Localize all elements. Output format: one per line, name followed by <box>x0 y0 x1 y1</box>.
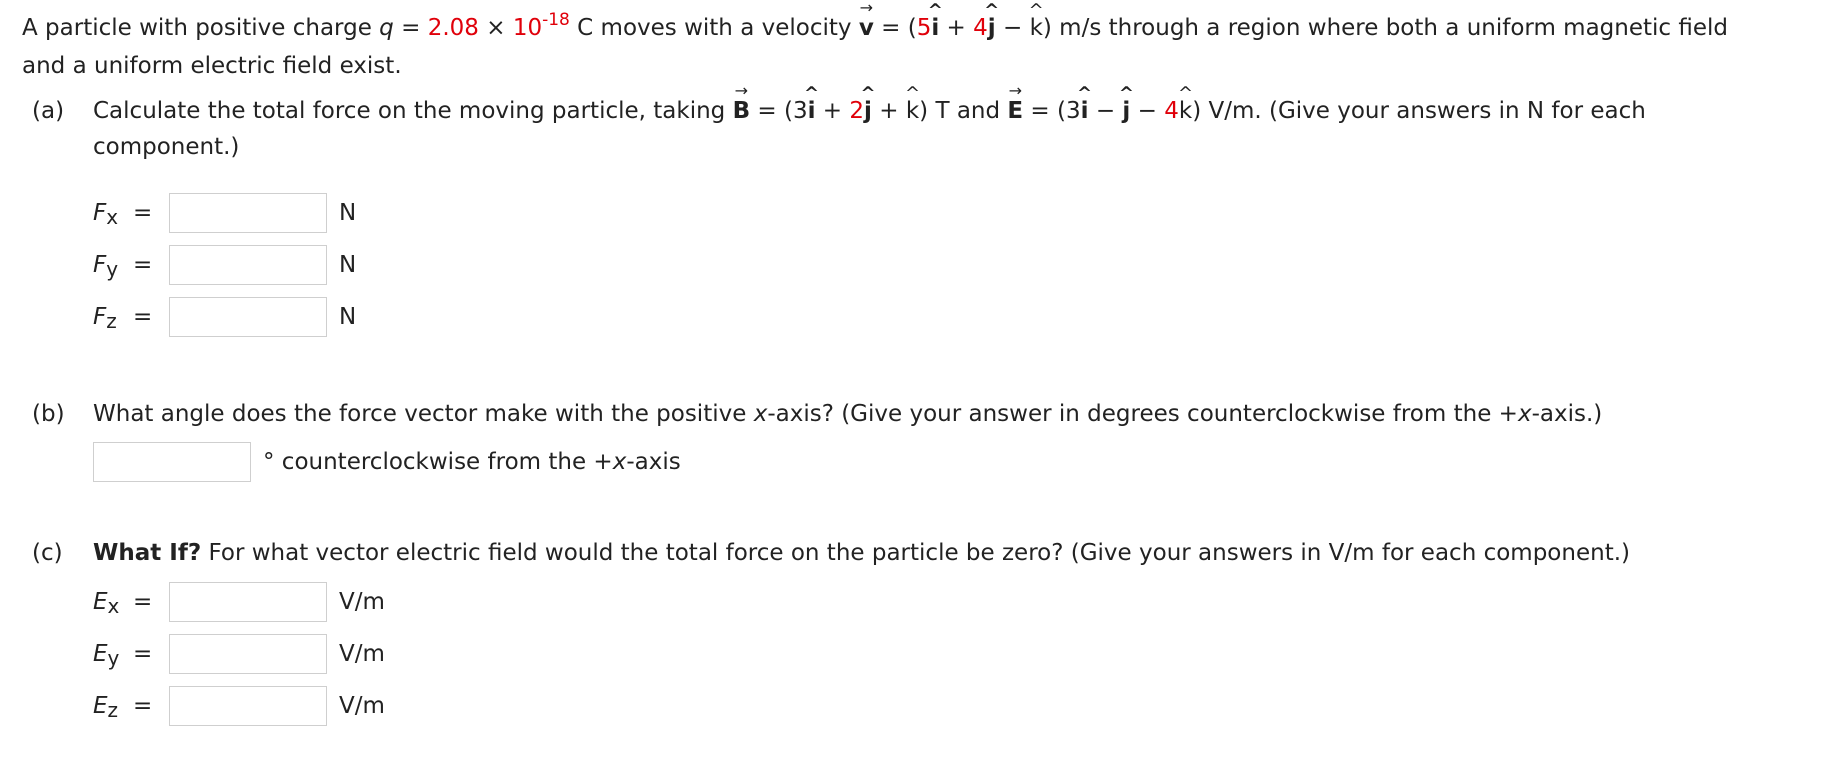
times-sign: × <box>478 15 513 41</box>
variable-label <box>93 252 133 281</box>
i-hat-unit <box>927 0 943 46</box>
unit-text: -axis <box>626 449 681 475</box>
vector-letter: v <box>858 15 874 41</box>
charge-symbol: q <box>379 15 394 41</box>
j-hat-unit <box>1118 83 1134 129</box>
hat-icon: ^ <box>860 83 876 104</box>
fy-input[interactable] <box>169 245 327 285</box>
answer-row-ey <box>93 632 385 676</box>
problem-statement <box>22 0 1822 84</box>
unit-letter: j <box>864 98 872 124</box>
question-text: − <box>1088 98 1123 124</box>
question-text: + <box>815 98 850 124</box>
hat-icon: ^ <box>904 83 921 104</box>
answer-row-fx <box>93 191 356 235</box>
equals-sign: = <box>133 589 153 615</box>
unit-letter: i <box>807 98 816 124</box>
fx-input[interactable] <box>169 193 327 233</box>
question-text: ) T and <box>919 98 1008 124</box>
intro-text: A particle with positive charge <box>22 15 380 41</box>
unit-letter: i <box>1080 98 1089 124</box>
intro-text: − <box>995 15 1030 41</box>
hat-icon: ^ <box>1177 83 1194 104</box>
part-c-question <box>93 535 1813 571</box>
what-if-heading: What If? <box>93 540 202 566</box>
answer-row-fz <box>93 295 356 339</box>
question-text: -axis? (Give your answer in degrees counterclockwise from the + <box>767 401 1518 427</box>
variable-subscript: z <box>106 309 117 333</box>
variable-letter: F <box>93 200 107 226</box>
i-hat-unit <box>804 83 820 129</box>
variable-letter: F <box>93 304 107 330</box>
answer-row-ez <box>93 684 385 728</box>
j-hat-unit <box>984 0 1000 46</box>
intro-text: ) m/s through a region where both a uniform magnetic field <box>1042 15 1728 41</box>
equals-sign: = <box>393 15 428 41</box>
question-text: For what vector electric field would the total force on the particle be zero? (Give your answers in V/m for each component.) <box>201 540 1630 566</box>
b-field-y-value: 2 <box>849 98 865 124</box>
unit-label: V/m <box>339 589 385 615</box>
magnetic-field-vector-symbol <box>732 81 751 129</box>
part-b-question <box>93 396 1813 432</box>
intro-text: = ( <box>873 15 917 41</box>
unit-letter: k <box>1029 15 1043 41</box>
vector-arrow-icon: → <box>859 0 874 17</box>
intro-text-line2: and a uniform electric field exist. <box>22 53 402 79</box>
hat-icon: ^ <box>984 0 1000 21</box>
answer-row-ex <box>93 580 385 624</box>
question-text: = (3 <box>1023 98 1081 124</box>
question-text: ) V/m. (Give your answers in N for each <box>1192 98 1646 124</box>
velocity-vector-symbol <box>858 0 874 46</box>
hat-icon: ^ <box>804 83 820 104</box>
question-text: − <box>1130 98 1165 124</box>
k-hat-unit <box>1028 0 1044 46</box>
x-symbol: x <box>612 449 627 475</box>
variable-letter: E <box>93 641 108 667</box>
part-a-question <box>93 81 1813 165</box>
equals-sign: = <box>133 641 153 667</box>
vector-letter: E <box>1007 98 1024 124</box>
hat-icon: ^ <box>927 0 943 21</box>
ez-input[interactable] <box>169 686 327 726</box>
part-b-label: (b) <box>32 401 65 427</box>
charge-exponent: -18 <box>542 10 570 30</box>
ey-input[interactable] <box>169 634 327 674</box>
question-text: -axis.) <box>1531 401 1603 427</box>
variable-label <box>93 693 133 722</box>
unit-text: ° counterclockwise from the + <box>263 449 613 475</box>
velocity-y-value: 4 <box>973 15 988 41</box>
vector-arrow-icon: → <box>734 81 749 100</box>
unit-letter: j <box>1122 98 1131 124</box>
hat-icon: ^ <box>1028 0 1044 21</box>
question-text: = (3 <box>750 98 808 124</box>
variable-letter: E <box>93 693 108 719</box>
unit-label: V/m <box>339 693 385 719</box>
question-text: + <box>871 98 906 124</box>
intro-text: + <box>939 15 974 41</box>
variable-subscript: y <box>107 646 120 670</box>
part-c-label: (c) <box>32 540 63 566</box>
intro-text: C moves with a velocity <box>569 15 859 41</box>
angle-input[interactable] <box>93 442 251 482</box>
equals-sign: = <box>133 252 153 278</box>
j-hat-unit <box>860 83 876 129</box>
unit-letter: i <box>931 15 940 41</box>
unit-label: V/m <box>339 641 385 667</box>
vector-letter: B <box>732 98 751 124</box>
unit-label: N <box>339 200 357 226</box>
variable-subscript: z <box>107 698 119 722</box>
k-hat-unit <box>904 83 921 129</box>
variable-label <box>93 589 133 618</box>
vector-arrow-icon: → <box>1008 81 1022 100</box>
unit-label: N <box>339 304 357 330</box>
variable-label <box>93 200 133 229</box>
i-hat-unit <box>1077 83 1093 129</box>
e-field-z-value: 4 <box>1164 98 1179 124</box>
x-symbol: x <box>1517 401 1532 427</box>
x-symbol: x <box>753 401 768 427</box>
variable-label <box>93 641 133 670</box>
angle-unit-label <box>263 449 681 475</box>
answer-row-fy <box>93 243 356 287</box>
question-text-line2: component.) <box>93 134 240 160</box>
variable-letter: F <box>93 252 107 278</box>
unit-label: N <box>339 252 357 278</box>
charge-value: 2.08 <box>427 15 479 41</box>
equals-sign: = <box>133 304 153 330</box>
unit-letter: k <box>905 98 920 124</box>
variable-label <box>93 304 133 333</box>
variable-letter: E <box>93 589 108 615</box>
equals-sign: = <box>133 200 153 226</box>
k-hat-unit <box>1177 83 1194 129</box>
unit-letter: k <box>1178 98 1193 124</box>
equals-sign: = <box>133 693 153 719</box>
answer-row-angle <box>93 440 681 484</box>
part-a-label: (a) <box>32 98 65 124</box>
velocity-x-value: 5 <box>916 15 932 41</box>
ex-input[interactable] <box>169 582 327 622</box>
variable-subscript: x <box>106 205 119 229</box>
question-text: What angle does the force vector make with the positive <box>93 401 754 427</box>
question-text: Calculate the total force on the moving particle, taking <box>93 98 733 124</box>
variable-subscript: y <box>106 257 119 281</box>
unit-letter: j <box>987 15 996 41</box>
electric-field-vector-symbol <box>1007 81 1024 129</box>
fz-input[interactable] <box>169 297 327 337</box>
hat-icon: ^ <box>1118 83 1134 104</box>
charge-base: 10 <box>512 15 543 41</box>
hat-icon: ^ <box>1077 83 1093 104</box>
variable-subscript: x <box>107 594 120 618</box>
